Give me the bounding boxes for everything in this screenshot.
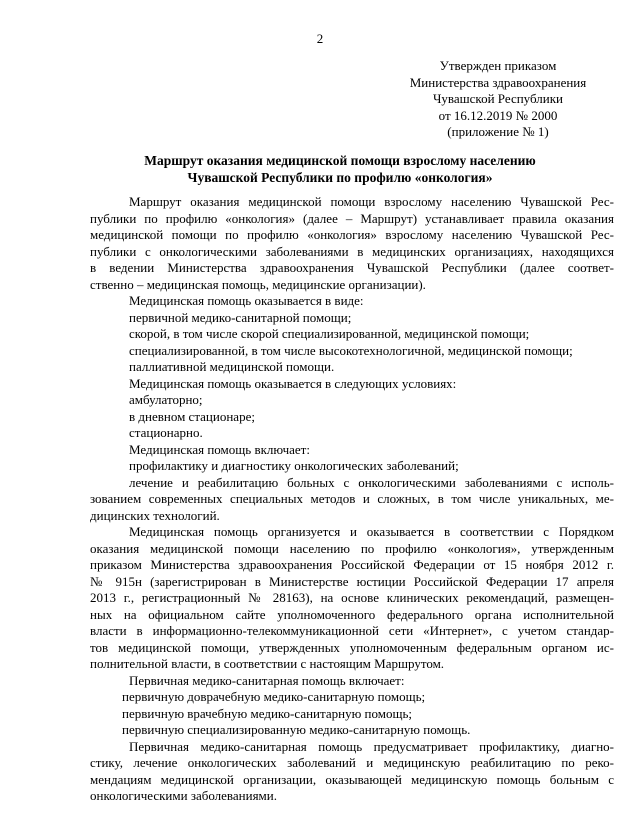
- text-line: публики по профилю «онкология» (далее – Маршрут) устанавливает правила оказания: [90, 210, 614, 226]
- text-line: скорой, в том числе скорой специализированной, медицинской помощи;: [129, 326, 530, 341]
- text-line: Медицинская помощь оказывается в следующих условиях:: [129, 375, 457, 391]
- text-line: 2013 г., регистрационный № 28163), на основе клинических рекомендаций, размещен-: [90, 590, 614, 605]
- text-line: № 915н (зарегистрирован в Министерстве юстиции Российской Федерации 17 апреля: [90, 573, 614, 589]
- page-number: 2: [316, 31, 324, 46]
- text-line: медицинской помощи по профилю «онкология» взрослому населению Чувашской Рес-: [90, 227, 614, 242]
- text-line: дицинских технологий.: [90, 507, 220, 523]
- text-line: в ведении Министерства здравоохранения Чувашской Республики (далее соответ-: [90, 260, 614, 275]
- text-line: первичной медико-санитарной помощи;: [129, 309, 352, 325]
- text-line: стику, лечение онкологических заболеваний и медицинскую реабилитацию по реко-: [90, 755, 614, 770]
- text-line: Медицинская помощь организуется и оказывается в соответствии с Порядком: [129, 524, 614, 539]
- text-line: Маршрут оказания медицинской помощи взрослому населению Чувашской Рес-: [129, 194, 614, 209]
- text-line: ных на официальном сайте уполномоченного федерального органа исполнительной: [90, 606, 614, 622]
- approval-line: Министерства здравоохранения: [409, 74, 587, 90]
- text-line: оказания медицинской помощи населению по профилю «онкология», утвержденным: [90, 540, 614, 556]
- text-line: Первичная медико-санитарная помощь предусматривает профилактику, диагно-: [129, 738, 614, 754]
- text-line: Медицинская помощь включает:: [129, 441, 310, 457]
- text-line: ственно – медицинская помощь, медицинские организации).: [90, 276, 426, 292]
- document-title: [60, 152, 620, 186]
- approval-line: от 16.12.2019 № 2000: [438, 107, 558, 123]
- text-line: онкологическими заболеваниями.: [90, 788, 277, 803]
- text-line: публики с онкологическими заболеваниями в медицинских организациях, находящихся: [90, 243, 614, 259]
- text-line: стационарно.: [129, 425, 203, 440]
- text-line: власти в информационно-телекоммуникационной сети «Интернет», с учетом стандар-: [90, 623, 614, 638]
- text-line: в дневном стационаре;: [129, 408, 255, 424]
- text-line: зованием современных специальных методов и сложных, в том числе уникальных, ме-: [90, 491, 614, 506]
- title-line: Чувашской Республики по профилю «онкология»: [187, 170, 493, 185]
- text-line: полнительной власти, в соответствии с настоящим Маршрутом.: [90, 656, 445, 671]
- text-line: лечение и реабилитацию больных с онкологическими заболеваниями с исполь-: [129, 474, 614, 490]
- text-line: специализированной, в том числе высокотехнологичной, медицинской помощи;: [129, 342, 573, 358]
- approval-line: Утвержден приказом: [439, 58, 557, 73]
- text-line: амбулаторно;: [129, 392, 203, 407]
- text-line: Первичная медико-санитарная помощь включает:: [129, 672, 405, 688]
- text-line: профилактику и диагностику онкологических заболеваний;: [129, 458, 459, 473]
- title-line: Маршрут оказания медицинской помощи взрослому населению: [144, 153, 536, 168]
- text-line: приказом Министерства здравоохранения Российской Федерации от 15 ноября 2012 г.: [90, 557, 614, 572]
- text-line: мендациям медицинской организации, оказывающей медицинскую помощь больным с: [90, 771, 614, 787]
- text-line: паллиативной медицинской помощи.: [129, 359, 335, 374]
- approval-stamp-block: [380, 58, 616, 141]
- text-line: первичную врачебную медико-санитарную помощь;: [122, 705, 413, 721]
- text-line: тов медицинской помощи, утвержденных уполномоченным федеральным органом ис-: [90, 639, 614, 655]
- text-line: Медицинская помощь оказывается в виде:: [129, 293, 364, 308]
- text-line: первичную специализированную медико-санитарную помощь.: [122, 722, 471, 737]
- approval-line: (приложение № 1): [447, 124, 549, 139]
- document-body: [90, 194, 614, 805]
- text-line: первичную доврачебную медико-санитарную помощь;: [122, 689, 426, 704]
- approval-line: Чувашской Республики: [432, 91, 564, 106]
